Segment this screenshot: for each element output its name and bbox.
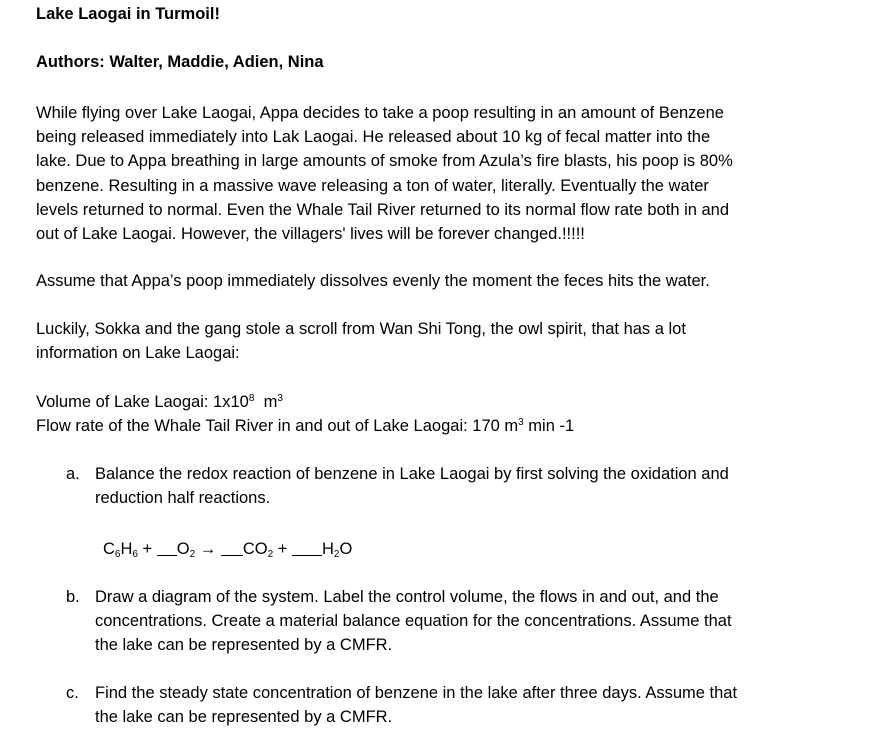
scroll-paragraph [36,317,826,365]
text-line: being released immediately into Lak Laogai. He released about 10 kg of fecal matter into the [36,128,711,147]
coefficient-blank-h2o[interactable] [292,539,322,556]
volume-line [36,390,826,414]
flow-label: Flow rate of the Whale Tail River in and out of Lake Laogai: 170 m [36,417,519,436]
eq-h-sub: 6 [132,549,138,560]
text-line: levels returned to normal. Even the Whale Tail River returned to its normal flow rate both in and [36,200,730,219]
text-line: out of Lake Laogai. However, the villagers' lives will be forever changed.!!!!! [36,225,585,244]
text-line: Balance the redox reaction of benzene in Lake Laogai by first solving the oxidation and [95,465,729,483]
question-text [95,585,825,658]
eq-c-sub: 6 [114,549,121,560]
eq-h2-sub: 2 [333,549,340,560]
list-marker: b. [66,588,80,606]
eq-o: O [176,540,190,558]
coefficient-blank-o2[interactable] [157,539,177,556]
flow-line [36,414,826,438]
text-line: Luckily, Sokka and the gang stole a scroll from Wan Shi Tong, the owl spirit, that has a lot [36,320,686,338]
eq-o-sub: 2 [189,549,196,560]
given-data [36,390,826,438]
text-line: information on Lake Laogai: [36,344,240,363]
eq-co: CO [242,540,268,558]
text-line: lake. Due to Appa breathing in large amounts of smoke from Azula’s fire blasts, his poop is 80% [36,152,733,171]
text-line: While flying over Lake Laogai, Appa decides to take a poop resulting in an amount of Benzene [36,104,724,122]
reaction-equation [103,537,352,561]
text-line: the lake can be represented by a CMFR. [95,708,393,727]
flow-suffix: min -1 [523,417,575,436]
authors-line: Authors: Walter, Maddie, Adien, Nina [36,53,324,71]
eq-co-sub: 2 [267,549,274,560]
list-marker: c. [66,684,79,702]
text-line: reduction half reactions. [95,489,271,508]
question-text [95,462,825,510]
volume-unit: m [263,393,278,411]
coefficient-blank-co2[interactable] [221,539,243,556]
question-text [95,681,825,729]
text-line: Draw a diagram of the system. Label the control volume, the flows in and out, and the [95,588,719,606]
text-line: Assume that Appa’s poop immediately dissolves evenly the moment the feces hits the water. [36,272,710,290]
volume-label: Volume of Lake Laogai: 1x10 [36,393,249,411]
list-marker: a. [66,465,80,483]
flow-unit-exponent: 3 [518,417,524,429]
text-line: Find the steady state concentration of benzene in the lake after three days. Assume that [95,684,738,702]
text-line: the lake can be represented by a CMFR. [95,636,393,655]
document-title: Lake Laogai in Turmoil! [36,5,220,23]
eq-h2: H [321,540,334,558]
text-line: concentrations. Create a material balance equation for the concentrations. Assume that [95,612,732,631]
intro-paragraph [36,101,826,246]
volume-exponent: 8 [248,393,255,404]
eq-plus: + [137,540,157,558]
volume-unit-exponent: 3 [277,393,283,404]
assumption-paragraph [36,269,826,293]
eq-c: C [103,540,115,558]
eq-o2: O [339,540,353,558]
eq-arrow: → [195,540,221,558]
eq-h: H [120,540,133,558]
text-line: benzene. Resulting in a massive wave releasing a ton of water, literally. Eventually the water [36,176,709,195]
eq-plus: + [273,540,292,558]
